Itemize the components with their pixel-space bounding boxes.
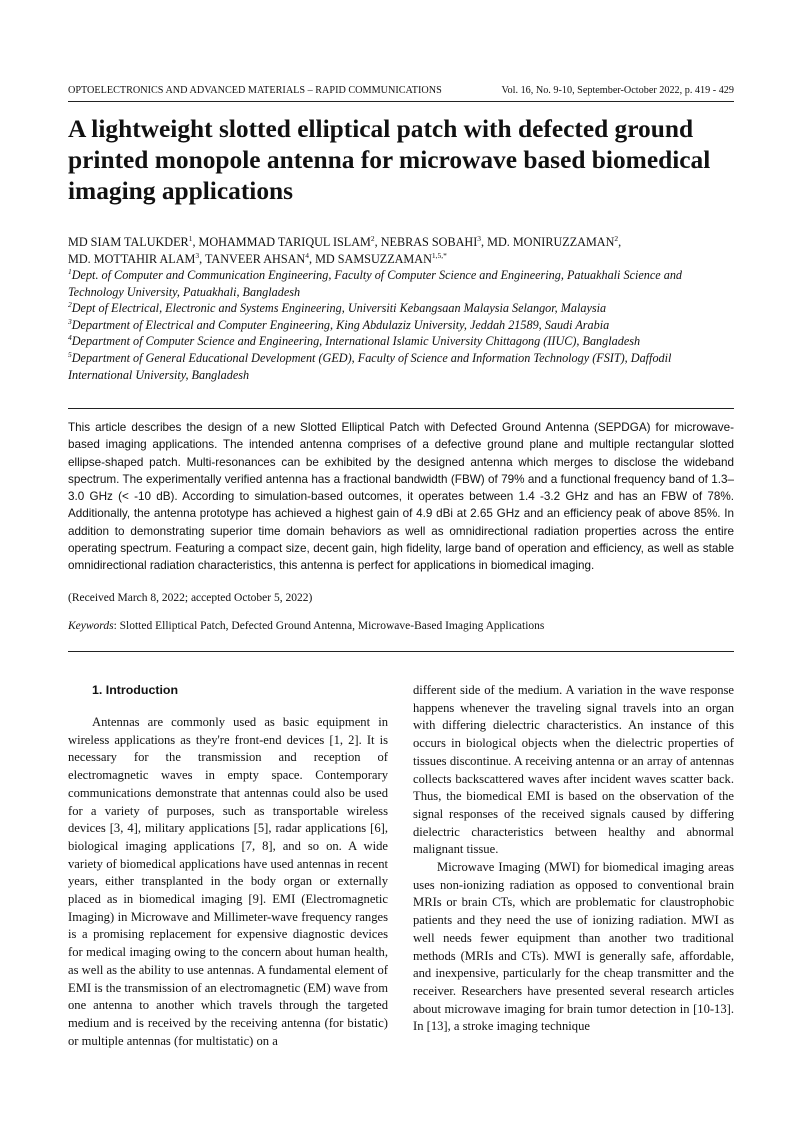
- affiliation-number: 3: [68, 316, 72, 326]
- affiliation-text: Dept. of Computer and Communication Engineering, Faculty of Computer Science and Engineering, Patuakhali Science and Technology University, Patuakhali, Bangladesh: [68, 268, 683, 299]
- author-affiliation-number: 3: [477, 233, 482, 243]
- keywords-label: Keywords: [68, 620, 114, 632]
- paper-title: A lightweight slotted elliptical patch with defected ground printed monopole antenna for microwave based biomedical imaging applications: [68, 115, 711, 205]
- author-name: TANVEER AHSAN: [204, 252, 306, 266]
- affiliation-text: Department of Computer Science and Engineering, International Islamic University Chittagong (IIUC), Bangladesh: [71, 334, 641, 349]
- abstract-bottom-rule: [68, 651, 734, 652]
- author-list: MD SIAM TALUKDER$^1$, MOHAMMAD TARIQUL ISLAM$^2$, NEBRAS SOBAHI$^3$, MD. MONIRUZZAMAN$^2$, MD. MOTTAHIR ALAM$^3$, TANVEER AHSAN$^4$, MD $SAMSUZZAMAN^{1,5,*}$: [68, 233, 622, 266]
- section-heading: 1. Introduction: [92, 683, 179, 697]
- author-name: MD SAMSUZZAMAN: [315, 252, 432, 266]
- author-name: MD. MONIRUZZAMAN: [487, 235, 615, 249]
- body-paragraph: different side of the medium. A variation in the wave response happens whenever the traveling signal travels into an organ with differing dielectric characteristics. An instance of this occurs in biological objects when the dielectric properties of tissues discontinue. A receiving antenna or an array of antennas collects backscattered waves after incident waves scatter back. Thus, the biomedical EMI is based on the observation of the signal responses of the received signals caused by differing dielectric characteristics between healthy and abnormal malignant tissue.: [413, 683, 734, 857]
- author-name: MD. MOTTAHIR ALAM: [68, 252, 196, 266]
- right-column: [413, 682, 734, 1036]
- affiliation-text: Department of General Educational Development (GED), Faculty of Science and Information Technology (FSIT), Daffodil International University, Bangladesh: [68, 350, 672, 382]
- author-name: NEBRAS SOBAHI: [380, 235, 478, 249]
- author-affiliation-number: 4: [305, 250, 309, 260]
- affiliation: [68, 317, 734, 334]
- journal-name: OPTOELECTRONICS AND ADVANCED MATERIALS – RAPID COMMUNICATIONS: [68, 85, 442, 96]
- affiliation-text: Department of Electrical and Computer Engineering, King Abdulaziz University, Jeddah 21589, Saudi Arabia: [71, 317, 610, 332]
- affiliation: [68, 267, 734, 300]
- author-affiliation-number: 2: [370, 233, 375, 243]
- author-affiliation-number: 1,5,*: [431, 250, 447, 260]
- header-rule: [68, 101, 734, 102]
- affiliation-number: 2: [68, 300, 72, 310]
- affiliation-number: 5: [68, 349, 72, 359]
- affiliation: [68, 333, 734, 350]
- affiliation: [68, 350, 734, 383]
- received-dates: (Received March 8, 2022; accepted October 5, 2022): [68, 592, 313, 604]
- affiliation-list: [68, 267, 734, 383]
- keywords: [68, 620, 734, 632]
- affiliation-text: Dept of Electrical, Electronic and Systems Engineering, Universiti Kebangsaan Malaysia Selangor, Malaysia: [71, 301, 607, 316]
- running-header: [68, 85, 734, 101]
- journal-issue: Vol. 16, No. 9-10, September-October 2022, p. 419 - 429: [501, 85, 734, 96]
- author-name: MOHAMMAD TARIQUL ISLAM: [198, 235, 371, 249]
- abstract: This article describes the design of a new Slotted Elliptical Patch with Defected Ground Antenna (SEPDGA) for microwave-based imaging applications. The intended antenna comprises of a defective ground plane and multiple rectangular slotted ellipse-shaped patch. Multi-resonances can be exhibited by the designed antenna which merges to disclose the wideband spectrum. The experimentally verified antenna has a fractional bandwidth (FBW) of 79% and a functional frequency band of 1.3–3.0 GHz (< -10 dB). According to simulation-based outcomes, it operates between 1.4 -3.2 GHz and has an FBW of 78%. Additionally, the antenna prototype has achieved a highest gain of 4.9 dBi at 2.65 GHz and an efficiency peak of above 85%. In addition to demonstrating superior time domain behaviors as well as omnidirectional radiation properties across the entire operating spectrum. Featuring a compact size, decent gain, high fidelity, large band of operation and efficiency, as well as stable omnidirectional radiation characteristics, this antenna is perfect for applications in biomedical imaging.: [68, 421, 734, 573]
- affiliation-number: 4: [68, 333, 72, 343]
- affiliation-number: 1: [68, 266, 72, 276]
- keywords-text: : Slotted Elliptical Patch, Defected Ground Antenna, Microwave-Based Imaging Applications: [113, 620, 545, 632]
- affiliation: [68, 300, 734, 317]
- author-name: MD SIAM TALUKDER: [68, 235, 189, 249]
- body-paragraph: Microwave Imaging (MWI) for biomedical imaging areas uses non-ionizing radiation as opposed to conventional brain MRIs or brain CTs, which are problematic for claustrophobic patients and they need the use of ionizing radiation. MWI as well needs fewer equipment than another two traditional methods (MRIs and CTs). MWI is generally safe, affordable, and inexpensive, particularly for the cheap transmitter and the receiver. Researchers have presented several research articles about microwave imaging for brain tumor detection in [10-13]. In [13], a stroke imaging technique: [413, 860, 734, 1034]
- left-column: [68, 682, 388, 1050]
- author-affiliation-number: 3: [195, 250, 200, 260]
- body-paragraph: Antennas are commonly used as basic equipment in wireless applications as they're front-end devices [1, 2]. It is necessary for the transmission and reception of electromagnetic waves in empty space. Contemporary communications demonstrate that antennas could also be used for a variety of purposes, such as transportable wireless devices [3, 4], military applications [5], radar applications [6], biological imaging applications [7, 8], and so on. A wide variety of biomedical applications have used antennas in recent years, either transplanted in the body organ or externally placed as in biomedical imaging [9]. EMI (Electromagnetic Imaging) in Microwave and Millimeter-wave frequency ranges is a promising replacement for expensive diagnostic devices for medical imaging owing to the concern about human health, as well as the ability to use antennas. A fundamental element of EMI is the transmission of an electromagnetic (EM) wave from one antenna to another which travels through the targeted medium and is received by the receiving antenna (for bistatic) or multiple antennas (for multistatic) on a: [68, 715, 388, 1048]
- author-affiliation-number: 2: [614, 233, 619, 243]
- abstract-top-rule: [68, 408, 734, 409]
- author-affiliation-number: 1: [188, 233, 193, 243]
